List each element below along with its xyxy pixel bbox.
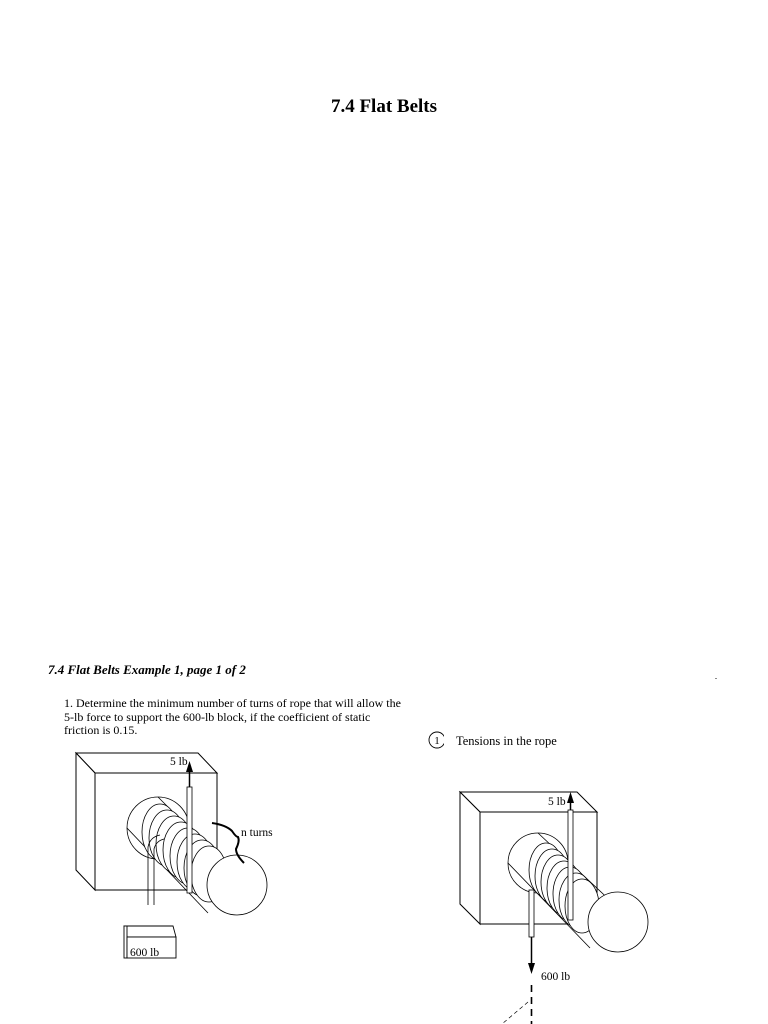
example-header: 7.4 Flat Belts Example 1, page 1 of 2: [48, 662, 246, 677]
rope-to-force-bottom: [528, 890, 535, 974]
step-number: 1: [434, 735, 440, 747]
capstan-figure-left: [60, 745, 290, 975]
force-top-label: 5 lb: [548, 796, 566, 808]
stray-mark: [715, 678, 717, 679]
force-label: 5 lb: [170, 756, 188, 768]
step-title: Tensions in the rope: [456, 734, 557, 748]
dashed-angle-line: [502, 1002, 528, 1024]
block-label: 600 lb: [130, 947, 160, 959]
step-number-circle: [428, 730, 444, 750]
section-title: 7.4 Flat Belts: [330, 96, 438, 117]
turns-label: n turns: [241, 827, 273, 839]
force-bottom-label: 600 lb: [541, 971, 571, 983]
rope-to-force: [187, 787, 192, 893]
capstan-figure-right: [440, 780, 668, 1024]
rope-to-force-top: [567, 792, 574, 920]
problem-statement: 1. Determine the minimum number of turns of rope that will allow the 5-lb force to support the 600-lb block, if the coefficient of static friction is 0.15.: [64, 696, 401, 737]
